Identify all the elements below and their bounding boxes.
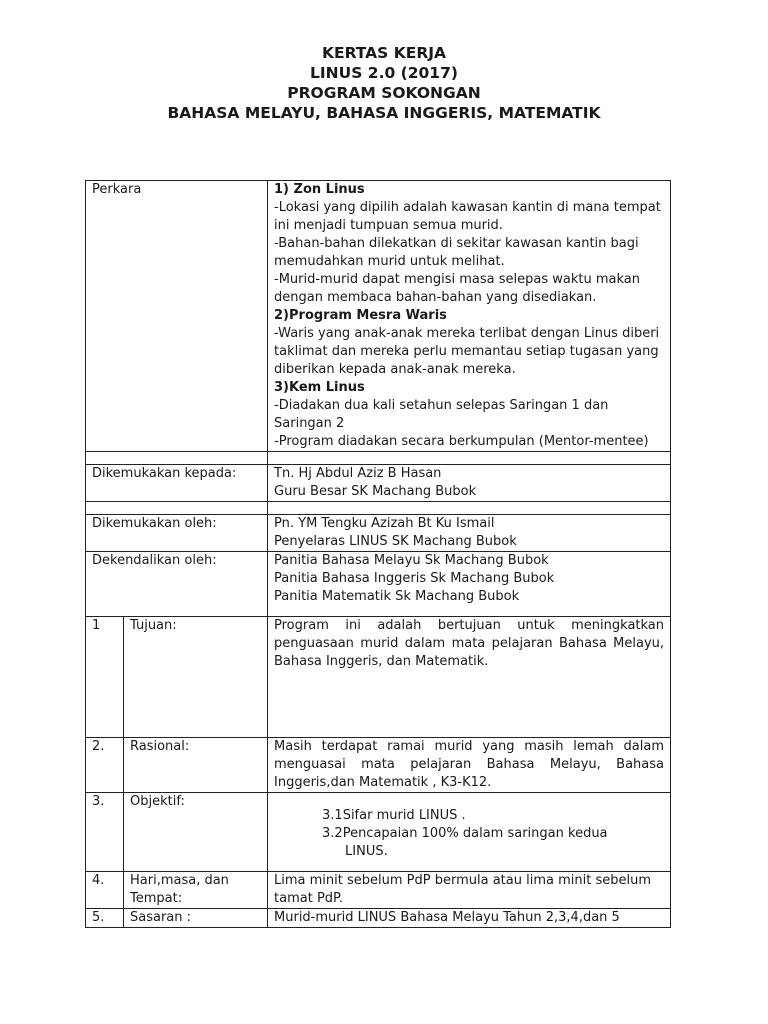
title-line-3: PROGRAM SOKONGAN (287, 84, 481, 102)
proposal-table (85, 180, 671, 928)
title-line-1: KERTAS KERJA (321, 44, 447, 62)
zon-linus-point-2: -Bahan-bahan dilekatkan di sekitar kawasan kantin bagi memudahkan murid untuk melihat. (274, 236, 639, 269)
rasional-text: Masih terdapat ramai murid yang masih lemah dalam menguasai mata pelajaran Bahasa Melayu, Bahasa Inggeris,dan Matematik , K3-K12. (268, 738, 671, 793)
kem-linus-point-1: -Diadakan dua kali setahun selepas Saringan 1 dan Saringan 2 (274, 398, 609, 431)
row-hari (86, 872, 671, 909)
recipient-name: Tn. Hj Abdul Aziz B Hasan (274, 466, 442, 481)
title-line-4: BAHASA MELAYU, BAHASA INGGERIS, MATEMATIK (167, 104, 601, 122)
objektif-content (268, 793, 671, 872)
objektif-number: 3. (86, 793, 124, 872)
row-sasaran (86, 909, 671, 928)
organizer-3: Panitia Matematik Sk Machang Bubok (274, 589, 520, 604)
hari-text: Lima minit sebelum PdP bermula atau lima minit sebelum tamat PdP. (268, 872, 671, 909)
mesra-waris-title: 2)Program Mesra Waris (274, 308, 447, 323)
rasional-number: 2. (86, 738, 124, 793)
tujuan-label: Tujuan: (124, 617, 268, 738)
perkara-label: Perkara (86, 181, 268, 452)
row-objektif (86, 793, 671, 872)
row-dikemukakan-oleh (86, 515, 671, 552)
submitter-name: Pn. YM Tengku Azizah Bt Ku Ismail (274, 516, 495, 531)
organizer-2: Panitia Bahasa Inggeris Sk Machang Bubok (274, 571, 555, 586)
dikemukakan-oleh-label: Dikemukakan oleh: (86, 515, 268, 552)
hari-number: 4. (86, 872, 124, 909)
objektif-item-1: 3.1Sifar murid LINUS . (322, 808, 466, 823)
title-line-2: LINUS 2.0 (2017) (310, 64, 458, 82)
tujuan-number: 1 (86, 617, 124, 738)
row-rasional (86, 738, 671, 793)
submitter-position: Penyelaras LINUS SK Machang Bubok (274, 534, 517, 549)
objektif-label: Objektif: (124, 793, 268, 872)
dikemukakan-kepada-label: Dikemukakan kepada: (86, 465, 268, 502)
row-dikemukakan-kepada (86, 465, 671, 502)
zon-linus-point-3: -Murid-murid dapat mengisi masa selepas waktu makan dengan membaca bahan-bahan yang disediakan. (274, 272, 640, 305)
row-perkara (86, 181, 671, 452)
kem-linus-point-2: -Program diadakan secara berkumpulan (Mentor-mentee) (274, 434, 649, 449)
hari-label: Hari,masa, dan Tempat: (124, 872, 268, 909)
rasional-label: Rasional: (124, 738, 268, 793)
dikemukakan-kepada-value (268, 465, 671, 502)
spacer-row (86, 452, 671, 465)
perkara-content (268, 181, 671, 452)
objektif-item-2: 3.2Pencapaian 100% dalam saringan kedua (322, 826, 608, 841)
dikendalikan-oleh-label: Dekendalikan oleh: (86, 552, 268, 617)
dikendalikan-oleh-value (268, 552, 671, 617)
mesra-waris-point-1: -Waris yang anak-anak mereka terlibat dengan Linus diberi taklimat dan mereka perlu memantau setiap tugasan yang diberikan kepada anak-anak mereka. (274, 326, 660, 377)
dikemukakan-oleh-value (268, 515, 671, 552)
row-tujuan (86, 617, 671, 738)
sasaran-text: Murid-murid LINUS Bahasa Melayu Tahun 2,3,4,dan 5 (268, 909, 671, 928)
recipient-position: Guru Besar SK Machang Bubok (274, 484, 477, 499)
organizer-1: Panitia Bahasa Melayu Sk Machang Bubok (274, 553, 549, 568)
row-dikendalikan-oleh (86, 552, 671, 617)
document-title (0, 43, 768, 123)
spacer-row (86, 502, 671, 515)
zon-linus-point-1: -Lokasi yang dipilih adalah kawasan kantin di mana tempat ini menjadi tumpuan semua murid. (274, 200, 661, 233)
tujuan-text: Program ini adalah bertujuan untuk meningkatkan penguasaan murid dalam mata pelajaran Bahasa Melayu, Bahasa Inggeris, dan Matematik. (268, 617, 671, 738)
kem-linus-title: 3)Kem Linus (274, 380, 365, 395)
zon-linus-title: 1) Zon Linus (274, 182, 365, 197)
objektif-item-2-continued: LINUS. (345, 844, 388, 859)
sasaran-label: Sasaran : (124, 909, 268, 928)
sasaran-number: 5. (86, 909, 124, 928)
